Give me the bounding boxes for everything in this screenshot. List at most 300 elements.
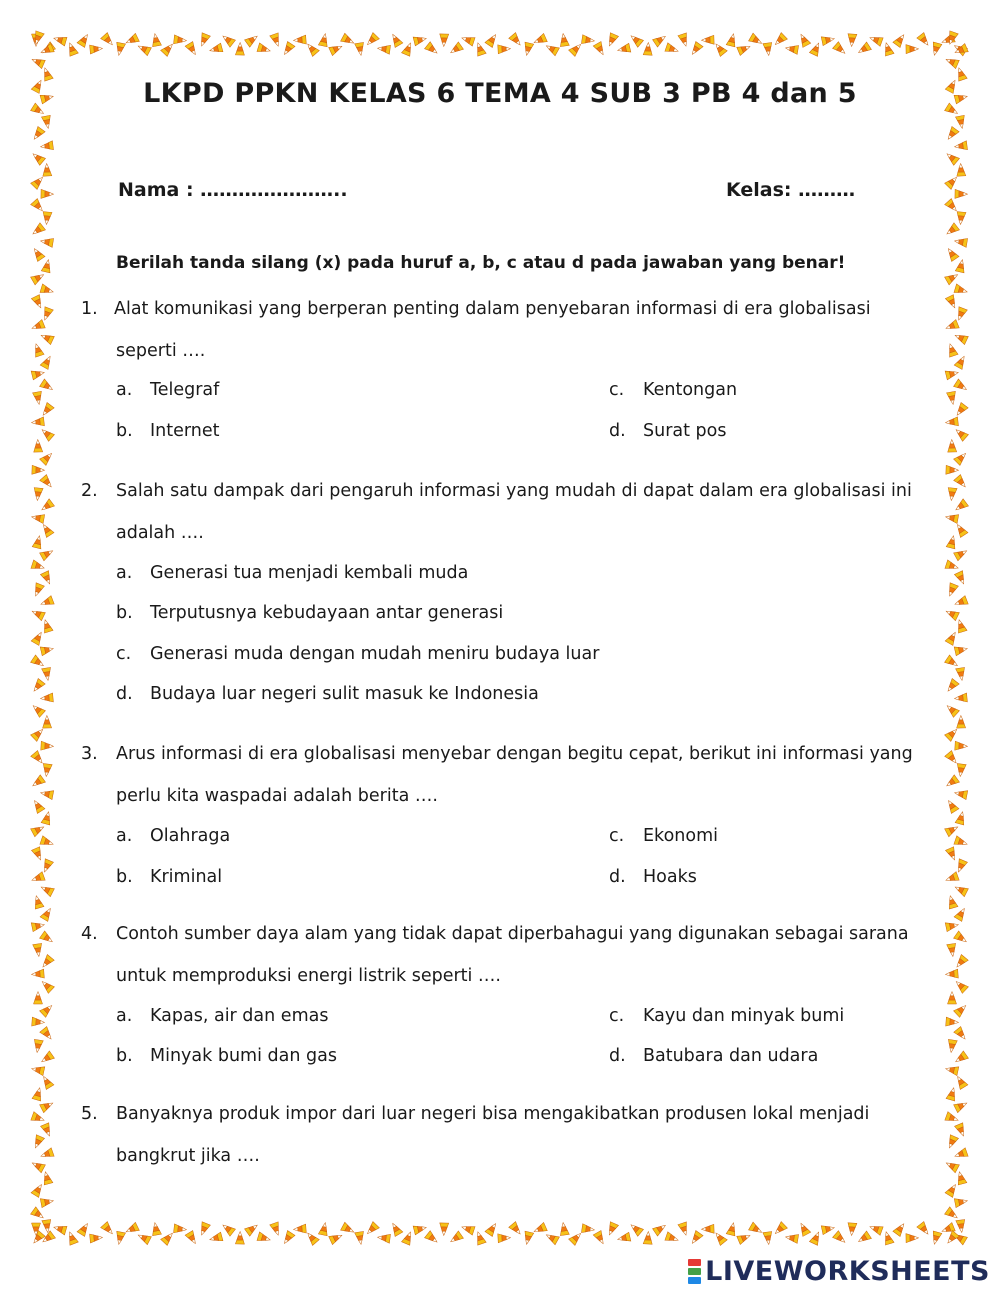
candy-corn-icon xyxy=(955,259,967,273)
candy-corn-icon xyxy=(954,547,969,561)
candy-corn-icon xyxy=(944,679,959,694)
candy-corn-icon xyxy=(945,847,958,862)
candy-corn-icon xyxy=(945,655,960,669)
candy-corn-icon xyxy=(40,788,54,799)
candy-corn-icon xyxy=(893,1221,908,1236)
candy-corn-icon xyxy=(30,607,45,621)
option-text: Kentongan xyxy=(643,380,738,400)
option-c[interactable] xyxy=(609,1006,844,1026)
candy-corn-icon xyxy=(954,906,968,921)
option-letter: d. xyxy=(116,684,133,704)
candy-corn-icon xyxy=(41,618,53,633)
candy-corn-icon xyxy=(944,223,959,238)
candy-corn-icon xyxy=(945,417,958,427)
candy-corn-icon xyxy=(763,42,773,56)
candy-corn-icon xyxy=(31,1135,44,1150)
candy-corn-icon xyxy=(946,465,959,474)
candy-corn-icon xyxy=(532,33,547,46)
candy-corn-icon xyxy=(678,33,690,48)
candy-corn-icon xyxy=(65,1230,78,1245)
option-letter: b. xyxy=(116,603,133,623)
candy-corn-icon xyxy=(257,1232,272,1244)
option-text: Internet xyxy=(150,421,220,441)
candy-corn-icon xyxy=(40,354,54,369)
decorative-border-bottom xyxy=(28,1219,972,1249)
question-text: Contoh sumber daya alam yang tidak dapat diperbahagui yang digunakan sebagai sarana untuk memproduksi energi listrik seperti …. xyxy=(116,924,909,986)
candy-corn-icon xyxy=(953,426,968,441)
option-c[interactable] xyxy=(609,826,718,846)
candy-corn-icon xyxy=(945,823,960,837)
candy-corn-icon xyxy=(40,1196,54,1207)
candy-corn-icon xyxy=(712,41,727,56)
candy-corn-icon xyxy=(245,1222,260,1237)
candy-corn-icon xyxy=(772,1222,787,1237)
candy-corn-icon xyxy=(40,859,53,874)
candy-corn-icon xyxy=(665,1232,680,1245)
candy-corn-icon xyxy=(439,1223,448,1236)
option-letter: a. xyxy=(116,1006,133,1026)
candy-corn-icon xyxy=(65,41,78,56)
candy-corn-icon xyxy=(40,693,53,703)
candy-corn-icon xyxy=(809,41,822,56)
candy-corn-icon xyxy=(318,33,329,47)
candy-corn-icon xyxy=(31,295,45,310)
candy-corn-icon xyxy=(448,42,463,57)
candy-corn-icon xyxy=(209,1232,223,1244)
candy-corn-icon xyxy=(821,34,835,45)
candy-corn-icon xyxy=(39,403,54,418)
option-letter: d. xyxy=(609,421,626,441)
option-b[interactable] xyxy=(116,603,503,623)
candy-corn-icon xyxy=(665,43,680,56)
candy-corn-icon xyxy=(797,32,811,47)
candy-corn-icon xyxy=(245,33,260,48)
candy-corn-icon xyxy=(749,33,764,47)
candy-corn-icon xyxy=(31,512,45,523)
option-letter: b. xyxy=(116,1046,133,1066)
option-text: Minyak bumi dan gas xyxy=(150,1046,337,1066)
option-d[interactable] xyxy=(116,684,539,704)
candy-corn-icon xyxy=(955,741,968,751)
candy-corn-icon xyxy=(30,223,45,238)
candy-corn-icon xyxy=(270,1222,283,1237)
question-number: 3. xyxy=(81,744,98,764)
liveworksheets-logo xyxy=(688,1256,990,1286)
candy-corn-icon xyxy=(31,271,46,285)
candy-corn-icon xyxy=(833,1231,848,1246)
option-b[interactable] xyxy=(116,1046,337,1066)
candy-corn-icon xyxy=(197,1222,210,1237)
candy-corn-icon xyxy=(34,992,43,1005)
candy-corn-icon xyxy=(41,189,54,198)
question-number: 5. xyxy=(81,1104,98,1124)
candy-corn-icon xyxy=(946,1017,959,1027)
candy-corn-icon xyxy=(954,307,967,322)
candy-corn-icon xyxy=(689,1231,704,1246)
candy-corn-icon xyxy=(32,895,44,909)
candy-corn-icon xyxy=(377,44,391,54)
candy-corn-icon xyxy=(485,32,499,47)
candy-corn-icon xyxy=(460,34,475,46)
worksheet-title: LKPD PPKN KELAS 6 TEMA 4 SUB 3 PB 4 dan 5 xyxy=(143,78,857,109)
candy-corn-icon xyxy=(39,1148,54,1161)
candy-corn-icon xyxy=(956,667,967,681)
candy-corn-icon xyxy=(954,571,967,586)
option-a[interactable] xyxy=(116,380,219,400)
candy-corn-icon xyxy=(617,1232,631,1244)
decorative-border-top xyxy=(28,30,972,60)
candy-corn-icon xyxy=(32,465,45,474)
candy-corn-icon xyxy=(341,33,356,47)
candy-corn-icon xyxy=(389,32,403,47)
candy-corn-icon xyxy=(30,55,45,68)
candy-corn-icon xyxy=(114,42,125,56)
brand-name: LIVEWORKSHEETS xyxy=(705,1255,990,1287)
option-text: Kapas, air dan emas xyxy=(150,1006,329,1026)
candy-corn-icon xyxy=(954,1027,969,1042)
candy-corn-icon xyxy=(39,978,54,993)
candy-corn-icon xyxy=(581,35,595,46)
candy-corn-icon xyxy=(605,33,618,48)
candy-corn-icon xyxy=(522,1231,534,1245)
candy-corn-icon xyxy=(944,607,959,621)
candy-corn-icon xyxy=(31,1112,46,1125)
candy-corn-icon xyxy=(953,955,968,970)
option-text: Surat pos xyxy=(643,421,727,441)
candy-corn-icon xyxy=(763,1231,773,1245)
candy-corn-icon xyxy=(402,1230,415,1245)
candy-corn-icon xyxy=(197,33,210,48)
candy-corn-icon xyxy=(956,163,966,176)
candy-corn-icon xyxy=(955,1123,968,1138)
candy-corn-icon xyxy=(544,42,559,56)
candy-corn-icon xyxy=(947,391,958,405)
option-letter: d. xyxy=(609,867,626,887)
candy-corn-icon xyxy=(185,1231,199,1246)
candy-corn-icon xyxy=(41,1123,54,1138)
candy-corn-icon xyxy=(40,906,54,921)
option-d[interactable] xyxy=(609,1046,818,1066)
candy-corn-icon xyxy=(917,33,932,48)
option-letter: c. xyxy=(609,826,625,846)
candy-corn-icon xyxy=(364,33,379,48)
candy-corn-icon xyxy=(954,237,968,248)
candy-corn-icon xyxy=(559,1222,570,1236)
option-a[interactable] xyxy=(116,1006,328,1026)
candy-corn-icon xyxy=(956,212,966,225)
candy-corn-icon xyxy=(39,44,54,57)
candy-corn-icon xyxy=(953,1148,968,1161)
option-b[interactable] xyxy=(116,421,220,441)
candy-corn-icon xyxy=(953,44,968,57)
candy-corn-icon xyxy=(954,1074,968,1089)
candy-corn-icon xyxy=(532,1222,547,1235)
candy-corn-icon xyxy=(281,42,295,57)
candy-corn-icon xyxy=(150,33,161,47)
option-letter: b. xyxy=(116,867,133,887)
option-letter: a. xyxy=(116,380,133,400)
candy-corn-icon xyxy=(33,439,42,452)
candy-corn-icon xyxy=(425,42,440,57)
option-text: Ekonomi xyxy=(643,826,718,846)
candy-corn-icon xyxy=(355,42,366,56)
candy-corn-icon xyxy=(821,1223,835,1234)
candy-corn-icon xyxy=(136,42,151,56)
candy-corn-icon xyxy=(643,1231,653,1244)
candy-corn-icon xyxy=(930,42,942,56)
candy-corn-icon xyxy=(917,1222,932,1237)
candy-corn-icon xyxy=(544,1231,559,1245)
candy-corn-icon xyxy=(31,174,46,189)
candy-corn-icon xyxy=(318,1222,329,1236)
option-a[interactable] xyxy=(116,563,468,583)
candy-corn-icon xyxy=(101,33,116,48)
candy-corn-icon xyxy=(653,1222,668,1236)
candy-corn-icon xyxy=(42,715,51,728)
option-letter: a. xyxy=(116,826,133,846)
question-text: Salah satu dampak dari pengaruh informasi yang mudah di dapat dalam era globalisasi ini adalah …. xyxy=(116,481,912,543)
candy-corn-icon xyxy=(33,1039,44,1053)
candy-corn-icon xyxy=(749,1222,764,1236)
question-number: 2. xyxy=(81,481,98,501)
candy-corn-icon xyxy=(809,1230,822,1245)
candy-corn-icon xyxy=(956,715,965,728)
candy-corn-icon xyxy=(945,798,959,813)
candy-corn-icon xyxy=(593,42,607,57)
question-text: Arus informasi di era globalisasi menyebar dengan begitu cepat, berikut ini informasi yang perlu kita waspadai adalah berita …. xyxy=(116,744,913,806)
candy-corn-icon xyxy=(329,42,344,55)
question-number: 4. xyxy=(81,924,98,944)
candy-corn-icon xyxy=(946,1087,958,1101)
candy-corn-icon xyxy=(953,596,968,609)
candy-corn-icon xyxy=(689,42,704,57)
candy-corn-icon xyxy=(882,41,894,56)
candy-corn-icon xyxy=(31,726,46,741)
candy-corn-icon xyxy=(30,679,45,694)
question-text: Banyaknya produk impor dari luar negeri bisa mengakibatkan produsen lokal menjadi bangkrut jika …. xyxy=(116,1104,870,1166)
candy-corn-icon xyxy=(944,320,959,333)
candy-corn-icon xyxy=(39,426,54,441)
candy-corn-icon xyxy=(31,560,46,572)
candy-corn-icon xyxy=(40,475,55,490)
candy-corn-icon xyxy=(42,212,52,225)
candy-corn-icon xyxy=(945,969,958,979)
candy-corn-icon xyxy=(701,1224,714,1233)
question-number: 1. xyxy=(81,299,98,319)
candy-corn-icon xyxy=(643,42,653,55)
option-letter: a. xyxy=(116,563,133,583)
option-letter: c. xyxy=(116,644,132,664)
candy-corn-icon xyxy=(945,127,960,142)
candy-corn-icon xyxy=(364,1222,379,1237)
option-letter: c. xyxy=(609,1006,625,1026)
candy-corn-icon xyxy=(101,1222,116,1237)
option-text: Olahraga xyxy=(150,826,231,846)
candy-corn-icon xyxy=(945,174,960,189)
candy-corn-icon xyxy=(40,1074,54,1089)
option-letter: d. xyxy=(609,1046,626,1066)
candy-corn-icon xyxy=(40,571,53,586)
candy-corn-icon xyxy=(772,33,787,48)
option-text: Batubara dan udara xyxy=(643,1046,819,1066)
candy-corn-icon xyxy=(955,618,967,633)
candy-corn-icon xyxy=(32,31,45,46)
candy-corn-icon xyxy=(945,368,959,380)
question-text: Alat komunikasi yang berperan penting dalam penyebaran informasi di era globalisasi seperti …. xyxy=(114,299,871,361)
candy-corn-icon xyxy=(947,488,957,501)
candy-corn-icon xyxy=(945,1135,958,1150)
candy-corn-icon xyxy=(955,1171,967,1185)
candy-corn-icon xyxy=(31,417,44,427)
candy-corn-icon xyxy=(617,43,631,55)
candy-corn-icon xyxy=(953,1051,968,1066)
candy-corn-icon xyxy=(726,1222,738,1236)
candy-corn-icon xyxy=(947,1039,958,1053)
candy-corn-icon xyxy=(41,1171,53,1185)
candy-corn-icon xyxy=(956,763,966,777)
candy-corn-icon xyxy=(42,667,53,681)
candy-corn-icon xyxy=(712,1230,727,1245)
candy-corn-icon xyxy=(944,1231,959,1246)
candy-corn-icon xyxy=(474,41,487,56)
candy-corn-icon xyxy=(944,150,959,165)
candy-corn-icon xyxy=(42,163,52,176)
candy-corn-icon xyxy=(485,1221,499,1236)
candy-corn-icon xyxy=(30,320,45,333)
candy-corn-icon xyxy=(522,42,534,56)
option-c[interactable] xyxy=(609,380,737,400)
candy-corn-icon xyxy=(41,741,54,751)
candy-corn-icon xyxy=(185,42,199,57)
candy-corn-icon xyxy=(847,34,857,47)
candy-corn-icon xyxy=(945,271,960,285)
candy-corn-icon xyxy=(868,34,883,47)
candy-corn-icon xyxy=(893,32,908,47)
candy-corn-icon xyxy=(30,1231,45,1246)
candy-corn-icon xyxy=(954,859,967,874)
option-c[interactable] xyxy=(116,644,599,664)
candy-corn-icon xyxy=(945,560,960,572)
candy-corn-icon xyxy=(847,1223,857,1236)
candy-corn-icon xyxy=(40,1099,55,1113)
candy-corn-icon xyxy=(945,512,959,523)
option-b[interactable] xyxy=(116,867,222,887)
decorative-border-right xyxy=(942,30,972,1249)
candy-corn-icon xyxy=(948,992,957,1005)
candy-corn-icon xyxy=(944,872,959,885)
candy-corn-icon xyxy=(460,1223,475,1235)
candy-corn-icon xyxy=(882,1230,894,1245)
candy-corn-icon xyxy=(40,644,54,656)
candy-corn-icon xyxy=(402,41,415,56)
candy-corn-icon xyxy=(32,535,44,549)
candy-corn-icon xyxy=(40,450,55,465)
candy-corn-icon xyxy=(341,1222,356,1236)
candy-corn-icon xyxy=(955,115,966,129)
option-a[interactable] xyxy=(116,826,230,846)
candy-corn-icon xyxy=(32,342,44,357)
candy-corn-icon xyxy=(954,354,968,369)
option-text: Kriminal xyxy=(150,867,223,887)
candy-corn-icon xyxy=(439,34,448,47)
candy-corn-icon xyxy=(304,1230,319,1245)
candy-corn-icon xyxy=(31,847,44,862)
candy-corn-icon xyxy=(40,836,55,849)
candy-corn-icon xyxy=(40,379,55,393)
candy-corn-icon xyxy=(856,42,871,56)
candy-corn-icon xyxy=(581,1224,595,1235)
candy-corn-icon xyxy=(355,1231,366,1245)
instruction-text: Berilah tanda silang (x) pada huruf a, b, c atau d pada jawaban yang benar! xyxy=(116,253,846,273)
candy-corn-icon xyxy=(40,141,54,151)
candy-corn-icon xyxy=(930,1231,942,1245)
candy-corn-icon xyxy=(944,775,959,790)
candy-corn-icon xyxy=(726,33,738,47)
candy-corn-icon xyxy=(448,1231,463,1246)
candy-corn-icon xyxy=(954,644,968,656)
candy-corn-icon xyxy=(701,35,714,44)
candy-corn-icon xyxy=(954,379,969,393)
option-letter: b. xyxy=(116,421,133,441)
candy-corn-icon xyxy=(955,189,968,198)
candy-corn-icon xyxy=(946,535,958,549)
candy-corn-icon xyxy=(954,1002,969,1017)
option-text: Generasi tua menjadi kembali muda xyxy=(150,563,469,583)
candy-corn-icon xyxy=(389,1221,403,1236)
candy-corn-icon xyxy=(31,246,45,261)
candy-corn-icon xyxy=(498,44,511,54)
candy-corn-icon xyxy=(946,895,958,909)
candy-corn-icon xyxy=(945,246,959,261)
candy-corn-icon xyxy=(40,307,53,322)
candy-corn-icon xyxy=(946,31,959,46)
candy-corn-icon xyxy=(174,1224,187,1234)
option-letter: c. xyxy=(609,380,625,400)
option-d[interactable] xyxy=(609,421,726,441)
candy-corn-icon xyxy=(945,295,959,310)
candy-corn-icon xyxy=(945,726,960,741)
candy-corn-icon xyxy=(906,1233,919,1242)
candy-corn-icon xyxy=(509,1222,524,1237)
candy-corn-icon xyxy=(150,1222,161,1236)
option-text: Kayu dan minyak bumi xyxy=(643,1006,845,1026)
candy-corn-icon xyxy=(257,43,272,55)
candy-corn-icon xyxy=(31,823,46,837)
candy-corn-icon xyxy=(40,522,54,537)
candy-corn-icon xyxy=(947,439,956,452)
candy-corn-icon xyxy=(90,44,103,54)
candy-corn-icon xyxy=(833,42,848,57)
candy-corn-icon xyxy=(90,1233,103,1243)
candy-corn-icon xyxy=(31,969,44,979)
candy-corn-icon xyxy=(498,1233,511,1243)
candy-corn-icon xyxy=(945,583,958,598)
option-d[interactable] xyxy=(609,867,697,887)
candy-corn-icon xyxy=(40,237,54,248)
candy-corn-icon xyxy=(954,1196,968,1207)
candy-corn-icon xyxy=(945,920,959,931)
candy-corn-icon xyxy=(954,788,968,799)
candy-corn-icon xyxy=(40,1002,55,1017)
candy-corn-icon xyxy=(653,33,668,47)
option-text: Budaya luar negeri sulit masuk ke Indonesia xyxy=(150,684,539,704)
candy-corn-icon xyxy=(954,141,968,151)
candy-corn-icon xyxy=(945,1112,960,1125)
candy-corn-icon xyxy=(30,872,45,885)
option-text: Terputusnya kebudayaan antar generasi xyxy=(150,603,504,623)
candy-corn-icon xyxy=(41,259,53,273)
candy-corn-icon xyxy=(39,596,54,609)
